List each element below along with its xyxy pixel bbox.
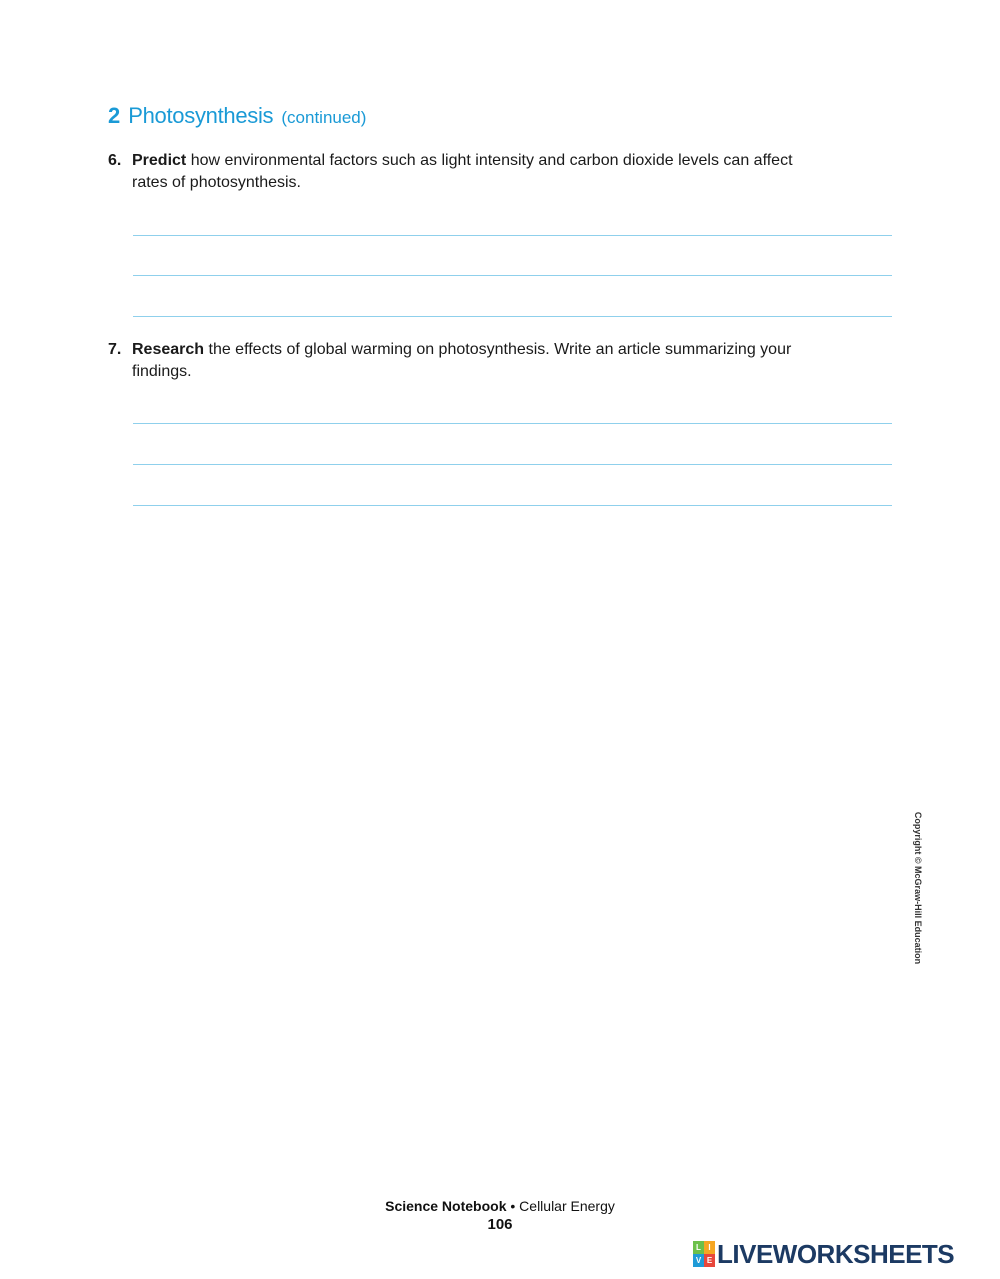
footer-book-title: Science Notebook [385,1198,507,1214]
section-continued: (continued) [281,108,367,127]
answer-line-6-1[interactable] [133,196,892,236]
question-prompt [132,339,808,383]
question-number: 7. [108,341,122,358]
liveworksheets-wordmark: LIVEWORKSHEETS [717,1238,955,1269]
footer-chapter: Cellular Energy [519,1198,615,1214]
question-keyword: Predict [132,152,187,169]
logo-letter-v: V [693,1254,704,1267]
answer-line-7-1[interactable] [133,384,892,424]
footer-source [0,1198,1000,1214]
footer-separator: • [506,1198,520,1214]
section-number: 2 [108,103,121,128]
logo-letter-l: L [693,1241,704,1254]
copyright-notice: Copyright © McGraw-Hill Education [913,811,923,965]
question-7 [108,339,808,383]
section-name: Photosynthesis [128,103,274,128]
question-6 [108,150,808,194]
question-keyword: Research [132,341,205,358]
section-title [108,103,366,129]
liveworksheets-icon [693,1241,715,1267]
liveworksheets-logo[interactable] [693,1238,954,1270]
question-text: the effects of global warming on photosynthesis. Write an article summarizing your findings. [132,341,792,380]
logo-letter-e: E [704,1254,715,1267]
answer-line-7-3[interactable] [133,466,892,506]
answer-line-7-2[interactable] [133,425,892,465]
question-text: how environmental factors such as light intensity and carbon dioxide levels can affect rates of photosynthesis. [132,152,793,191]
answer-line-6-3[interactable] [133,277,892,317]
question-prompt [132,150,808,194]
question-number: 6. [108,152,122,169]
page-number: 106 [487,1216,513,1233]
logo-letter-i: I [704,1241,715,1254]
answer-line-6-2[interactable] [133,236,892,276]
